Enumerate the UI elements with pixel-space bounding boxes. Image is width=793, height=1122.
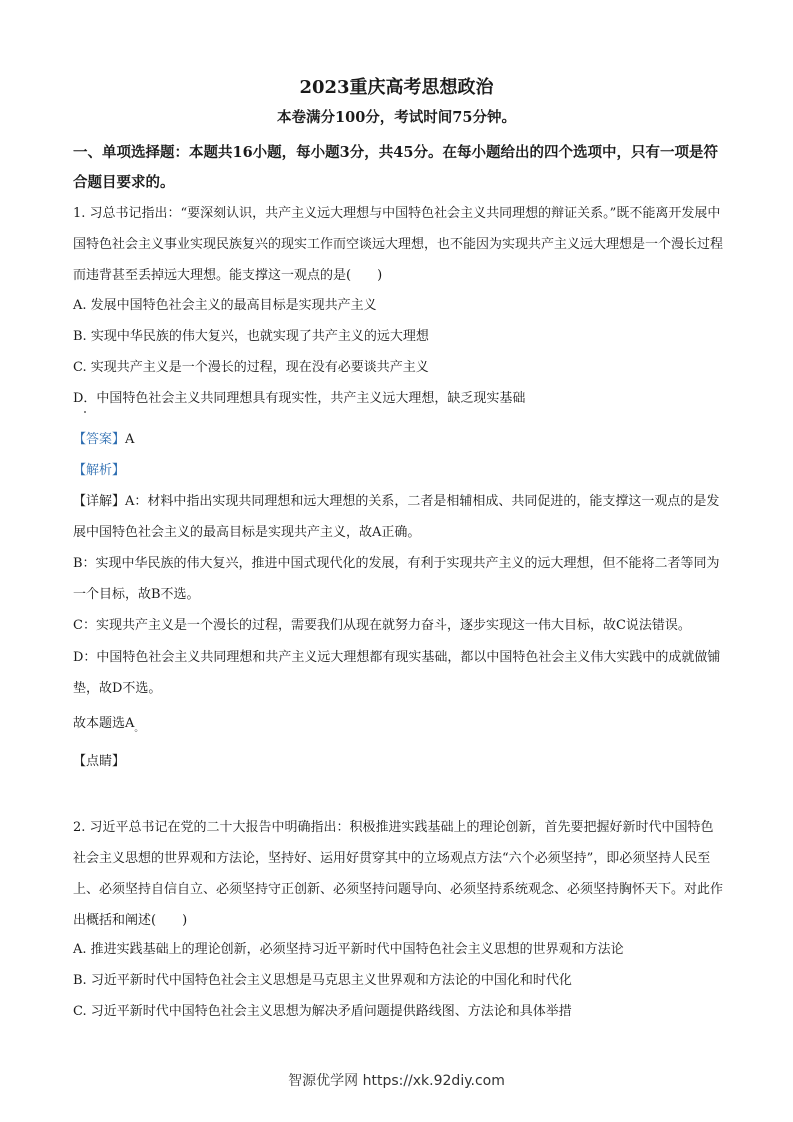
detail-tag: 【详解】 bbox=[73, 494, 126, 509]
q1-detail-d: D：中国特色社会主义共同理想和共产主义远大理想都有现实基础，都以中国特色社会主义伟大实践中的成就做铺垫，故D不选。 bbox=[73, 650, 721, 696]
q2-option-b: B. 习近平新时代中国特色社会主义思想是马克思主义世界观和方法论的中国化和时代化 bbox=[73, 973, 572, 988]
q2-option-a: A. 推进实践基础上的理论创新，必须坚持习近平新时代中国特色社会主义思想的世界观和方法论 bbox=[73, 942, 624, 957]
q1-option-a: A. 发展中国特色社会主义的最高目标是实现共产主义 bbox=[73, 298, 377, 313]
q2-option-c: C. 习近平新时代中国特色社会主义思想为解决矛盾问题提供路线图、方法论和具体举措 bbox=[73, 1004, 572, 1019]
q1-detail-c: C：实现共产主义是一个漫长的过程，需要我们从现在就努力奋斗，逐步实现这一伟大目标，故C说法错误。 bbox=[73, 618, 691, 633]
q1-stem: 1. 习总书记指出：“要深刻认识，共产主义远大理想与中国特色社会主义共同理想的辩证关系。”既不能离开发展中国特色社会主义事业实现民族复兴的现实工作而空谈远大理想，也不能因为实现共产主义远大理想是一个漫长过程而违背甚至丢掉远大理想。能支撑这一观点的是( ) bbox=[73, 206, 724, 283]
stray-mark bbox=[84, 411, 86, 413]
footer-watermark: 智源优学网 https://xk.92diy.com bbox=[288, 1073, 505, 1089]
q1-detail-b: B：实现中华民族的伟大复兴，推进中国式现代化的发展，有利于实现共产主义的远大理想，但不能将二者等同为一个目标，故B不选。 bbox=[73, 556, 720, 602]
analysis-tag: 【解析】 bbox=[73, 463, 126, 478]
q1-option-c: C. 实现共产主义是一个漫长的过程，现在没有必要谈共产主义 bbox=[73, 360, 429, 375]
q1-dianjing bbox=[73, 752, 723, 772]
q1-detail-a bbox=[73, 486, 723, 548]
answer-tag: 【答案】 bbox=[73, 432, 126, 447]
dianjing-tag: 【点睛】 bbox=[73, 754, 126, 769]
page-title: 2023重庆高考思想政治 bbox=[299, 77, 494, 98]
q2-stem: 2. 习近平总书记在党的二十大报告中明确指出：积极推进实践基础上的理论创新，首先要把握好新时代中国特色社会主义思想的世界观和方法论，坚持好、运用好贯穿其中的立场观点方法“六个必须坚持”，即必须坚持人民至上、必须坚持自信自立、必须坚持守正创新、必须坚持问题导向、必须坚持系统观念、必须坚持胸怀天下。对此作出概括和阐述( ) bbox=[73, 820, 724, 928]
q1-option-d: D．中国特色社会主义共同理想具有现实性，共产主义远大理想，缺乏现实基础 bbox=[73, 391, 526, 406]
page-subtitle: 本卷满分100分，考试时间75分钟。 bbox=[277, 109, 516, 126]
conclusion-period: 。 bbox=[134, 724, 144, 734]
section-heading: 一、单项选择题：本题共16小题，每小题3分，共45分。在每小题给出的四个选项中，只有一项是符合题目要求的。 bbox=[73, 144, 718, 191]
conclusion-text: 故本题选A bbox=[73, 716, 135, 731]
q1-conclusion bbox=[73, 714, 723, 739]
detail-a-text: A：材料中指出实现共同理想和远大理想的关系，二者是相辅相成、共同促进的，能支撑这一观点的是发展中国特色社会主义的最高目标是实现共产主义，故A正确。 bbox=[73, 494, 720, 540]
q1-answer bbox=[73, 430, 723, 450]
q1-analysis-tag bbox=[73, 461, 723, 481]
answer-value: A bbox=[125, 432, 135, 447]
q1-option-b: B. 实现中华民族的伟大复兴，也就实现了共产主义的远大理想 bbox=[73, 329, 429, 344]
